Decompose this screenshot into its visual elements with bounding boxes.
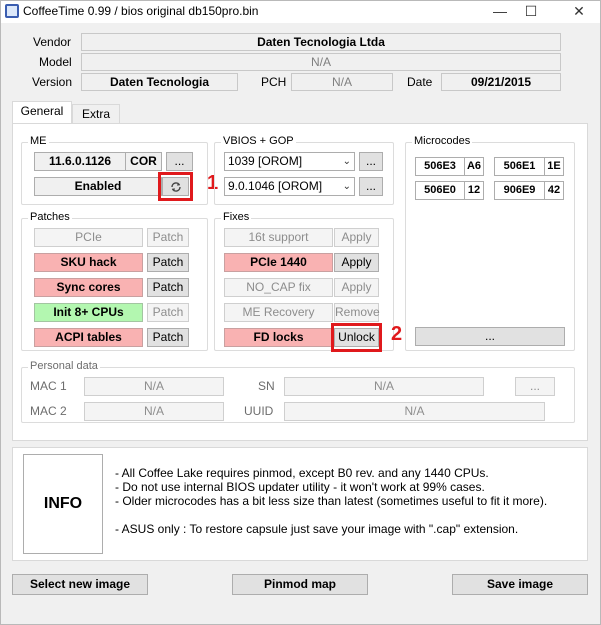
info-line: - ASUS only : To restore capsule just save your image with ".cap" extension. (115, 522, 519, 536)
patch-name: Sync cores (34, 278, 143, 297)
fix-no-cap-button[interactable]: Apply (334, 278, 379, 297)
microcode-rev: 12 (464, 181, 484, 200)
info-line: - Older microcodes has a bit less size than latest (sometimes useful to fit it more). (115, 494, 548, 508)
uuid-label: UUID (244, 404, 274, 418)
marker-2: 2 (391, 323, 403, 345)
microcodes-more-button[interactable]: ... (415, 327, 565, 346)
me-status: Enabled (34, 177, 162, 196)
pch-value: N/A (291, 73, 393, 91)
app-icon (5, 4, 19, 18)
microcode-rev: 1E (544, 157, 564, 176)
fix-name: ME Recovery (224, 303, 333, 322)
window-title: CoffeeTime 0.99 / bios original db150pro.bin (23, 4, 259, 18)
tab-extra[interactable]: Extra (72, 104, 120, 125)
maximize-icon[interactable]: ☐ (524, 3, 538, 19)
fixes-group-title: Fixes (223, 211, 250, 223)
vbios-select-value: 1039 [OROM] (228, 154, 303, 168)
date-value: 09/21/2015 (441, 73, 561, 91)
microcode-id: 506E1 (494, 157, 545, 176)
vbios-select[interactable] (224, 152, 355, 171)
patches-group (21, 211, 208, 351)
minimize-icon[interactable]: — (493, 3, 507, 19)
info-line (115, 508, 547, 522)
close-icon[interactable]: ✕ (573, 3, 585, 19)
info-line: - All Coffee Lake requires pinmod, except B0 rev. and any 1440 CPUs. (115, 466, 489, 480)
sn-value: N/A (284, 377, 484, 396)
me-version: 11.6.0.1126 (34, 152, 126, 171)
patch-sku-hack-button[interactable]: Patch (147, 253, 189, 272)
info-line: - Do not use internal BIOS updater utility - it won't work at 99% cases. (115, 480, 485, 494)
general-panel (12, 123, 588, 441)
fix-16t-support-button[interactable]: Apply (334, 228, 379, 247)
gop-select[interactable] (224, 177, 355, 196)
unlock-highlight (331, 323, 382, 352)
patch-name: Init 8+ CPUs (34, 303, 143, 322)
sn-label: SN (258, 379, 275, 393)
fix-name: NO_CAP fix (224, 278, 333, 297)
patch-acpi-tables-button[interactable]: Patch (147, 328, 189, 347)
gop-select-value: 9.0.1046 [OROM] (228, 179, 323, 193)
personal-data-group (21, 360, 575, 423)
patch-pcie-button[interactable]: Patch (147, 228, 189, 247)
save-image-button[interactable]: Save image (452, 574, 588, 595)
fix-name: FD locks (224, 328, 333, 347)
me-more-button[interactable]: ... (166, 152, 193, 171)
chevron-down-icon: ⌄ (342, 181, 351, 192)
date-label: Date (407, 75, 433, 89)
fix-name: PCIe 1440 (224, 253, 333, 272)
mac1-value: N/A (84, 377, 224, 396)
marker-1: 1 (207, 172, 219, 194)
vbios-more-button[interactable]: ... (359, 152, 383, 171)
pinmod-map-button[interactable]: Pinmod map (232, 574, 368, 595)
patches-group-title: Patches (30, 211, 70, 223)
fixes-group (214, 211, 403, 351)
vbios-group-title: VBIOS + GOP (223, 135, 294, 147)
microcode-rev: A6 (464, 157, 484, 176)
microcodes-group-title: Microcodes (414, 135, 471, 147)
microcodes-group (405, 135, 575, 351)
personal-more-button[interactable]: ... (515, 377, 555, 396)
fix-me-recovery-button[interactable]: Remove (334, 303, 379, 322)
fix-pcie-1440-button[interactable]: Apply (334, 253, 379, 272)
vbios-group (214, 135, 394, 205)
patch-name: ACPI tables (34, 328, 143, 347)
version-value: Daten Tecnologia (81, 73, 238, 91)
patch-name: PCIe (34, 228, 143, 247)
vendor-label: Vendor (33, 35, 72, 49)
patch-init-cpus-button[interactable]: Patch (147, 303, 189, 322)
mac2-label: MAC 2 (30, 404, 67, 418)
me-group-title: ME (30, 135, 47, 147)
microcode-id: 506E0 (415, 181, 465, 200)
mac1-label: MAC 1 (30, 379, 67, 393)
fix-fd-locks-button[interactable]: Unlock (334, 328, 379, 347)
info-area (12, 447, 588, 561)
pch-label: PCH (261, 75, 287, 89)
patch-sync-cores-button[interactable]: Patch (147, 278, 189, 297)
microcode-id: 906E9 (494, 181, 545, 200)
refresh-highlight (158, 172, 193, 201)
gop-more-button[interactable]: ... (359, 177, 383, 196)
select-new-image-button[interactable]: Select new image (12, 574, 148, 595)
me-type: COR (125, 152, 162, 171)
microcode-rev: 42 (544, 181, 564, 200)
mac2-value: N/A (84, 402, 224, 421)
info-text (115, 466, 547, 536)
version-label: Version (32, 75, 73, 89)
personal-group-title: Personal data (30, 360, 98, 372)
tab-general[interactable]: General (12, 101, 72, 124)
chevron-down-icon: ⌄ (342, 156, 351, 167)
vendor-value: Daten Tecnologia Ltda (81, 33, 561, 51)
uuid-value: N/A (284, 402, 545, 421)
microcode-id: 506E3 (415, 157, 465, 176)
fix-name: 16t support (224, 228, 333, 247)
title-bar (1, 1, 600, 23)
model-label: Model (39, 55, 72, 69)
me-group (21, 135, 219, 205)
model-value: N/A (81, 53, 561, 71)
patch-name: SKU hack (34, 253, 143, 272)
info-heading: INFO (23, 454, 103, 554)
